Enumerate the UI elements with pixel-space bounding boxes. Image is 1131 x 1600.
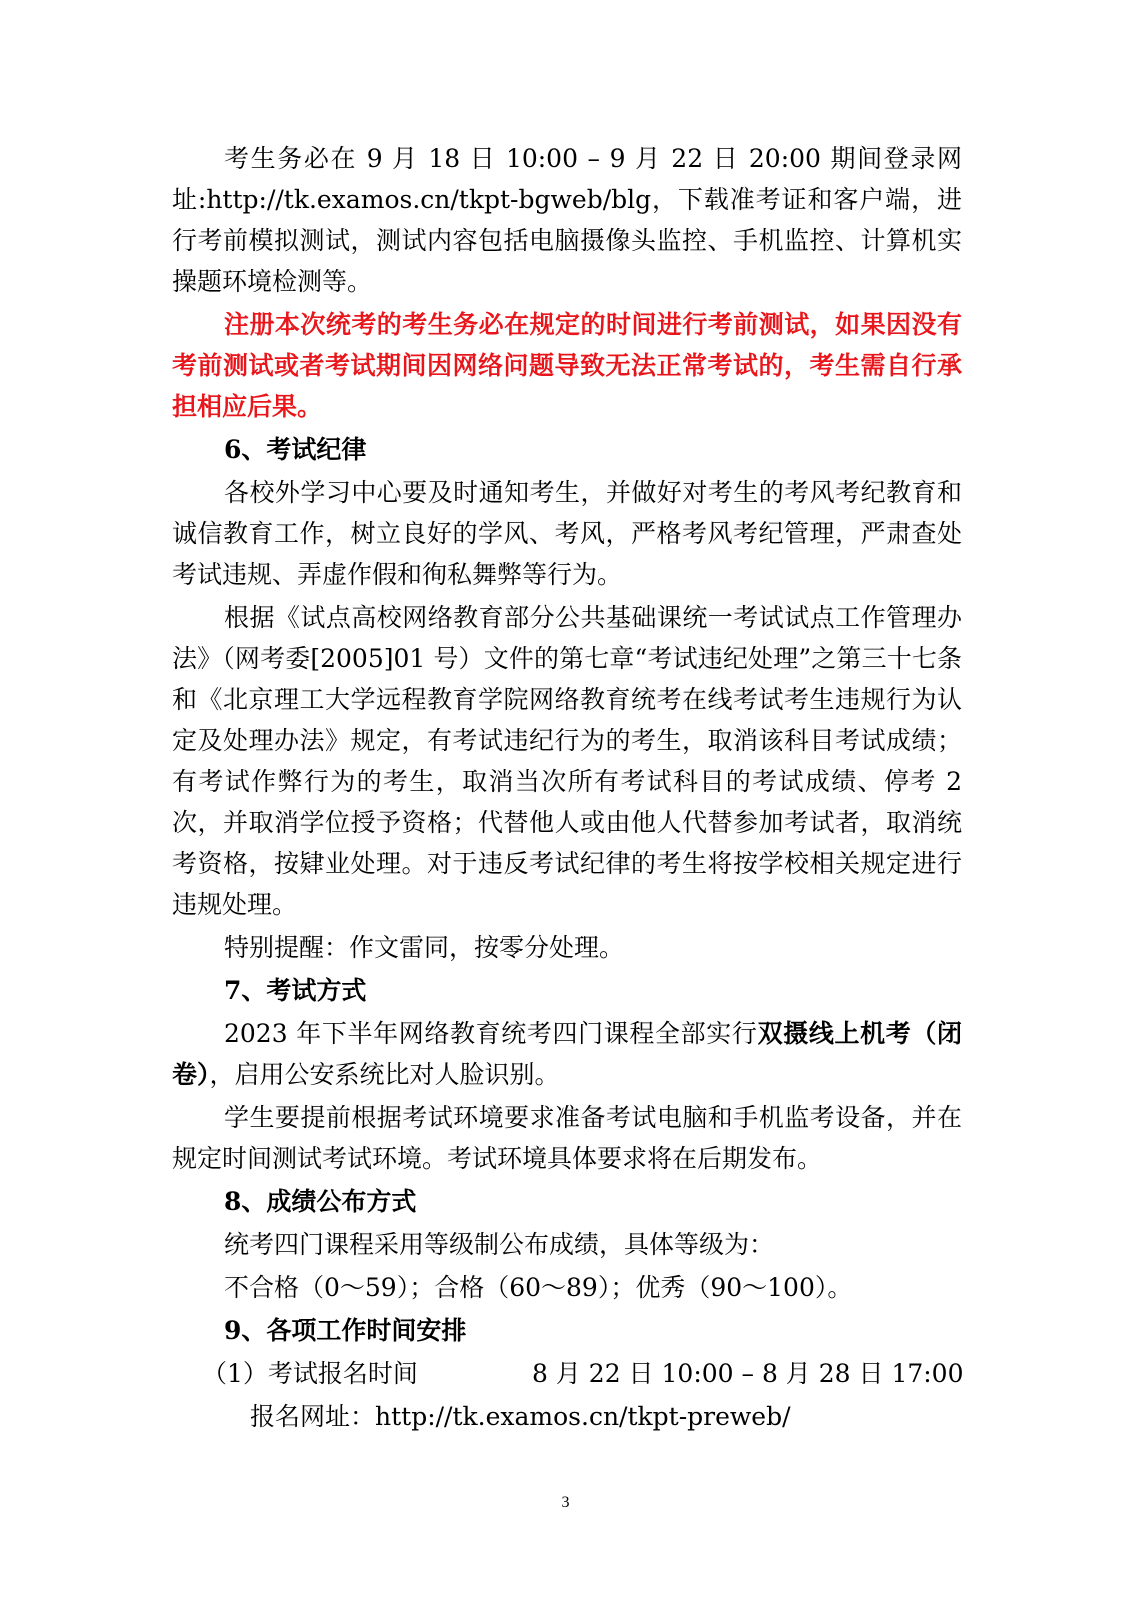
paragraph-grade-ranges: 不合格（0～59）；合格（60～89）；优秀（90～100）。	[224, 1273, 853, 1302]
exam-method-bold: 双摄线上机考（闭卷）	[172, 1019, 962, 1089]
heading-exam-method: 7、考试方式	[224, 976, 367, 1005]
document-body	[172, 138, 962, 1437]
registration-url: 报名网址：http://tk.examos.cn/tkpt-preweb/	[250, 1402, 791, 1431]
paragraph-equipment: 学生要提前根据考试环境要求准备考试电脑和手机监考设备，并在规定时间测试考试环境。考试环境具体要求将在后期发布。	[172, 1103, 962, 1173]
paragraph-exam-test-notice: 考生务必在 9 月 18 日 10:00 – 9 月 22 日 20:00 期间登录网址:http://tk.examos.cn/tkpt-bgweb/blg，下载准考证和客户端，进行考前模拟测试，测试内容包括电脑摄像头监控、手机监控、计算机实操题环境检测等。	[172, 144, 962, 296]
page-number: 3	[561, 1494, 570, 1511]
heading-schedule: 9、各项工作时间安排	[224, 1316, 467, 1345]
paragraph-exam-method	[172, 1013, 962, 1095]
schedule-time: 8 月 22 日 10:00 – 8 月 28 日 17:00	[532, 1359, 964, 1388]
heading-score-release: 8、成绩公布方式	[224, 1187, 417, 1216]
heading-exam-discipline: 6、考试纪律	[224, 435, 367, 464]
paragraph-regulations: 根据《试点高校网络教育部分公共基础课统一考试试点工作管理办法》（网考委[2005]01 号）文件的第七章“考试违纪处理”之第三十七条和《北京理工大学远程教育学院网络教育统考在线考试考生违规行为认定及处理办法》规定，有考试违纪行为的考生，取消该科目考试成绩；有考试作弊行为的考生，取消当次所有考试科目的考试成绩、停考 2 次，并取消学位授予资格；代替他人或由他人代替参加考试者，取消统考资格，按肄业处理。对于违反考试纪律的考生将按学校相关规定进行违规处理。	[172, 603, 962, 919]
exam-method-pre: 2023 年下半年网络教育统考四门课程全部实行	[224, 1019, 758, 1048]
paragraph-warning-red: 注册本次统考的考生务必在规定的时间进行考前测试，如果因没有考前测试或者考试期间因网络问题导致无法正常考试的，考生需自行承担相应后果。	[172, 310, 962, 421]
schedule-label: （1）考试报名时间	[202, 1359, 418, 1388]
paragraph-discipline-notice: 各校外学习中心要及时通知考生，并做好对考生的考风考纪教育和诚信教育工作，树立良好的学风、考风，严格考风考纪管理，严肃查处考试违规、弄虚作假和徇私舞弊等行为。	[172, 478, 962, 589]
paragraph-score-grades: 统考四门课程采用等级制公布成绩，具体等级为：	[224, 1230, 775, 1259]
exam-method-post: ，启用公安系统比对人脸识别。	[209, 1060, 560, 1089]
schedule-row-registration	[172, 1353, 962, 1394]
paragraph-special-reminder: 特别提醒：作文雷同，按零分处理。	[224, 933, 625, 962]
